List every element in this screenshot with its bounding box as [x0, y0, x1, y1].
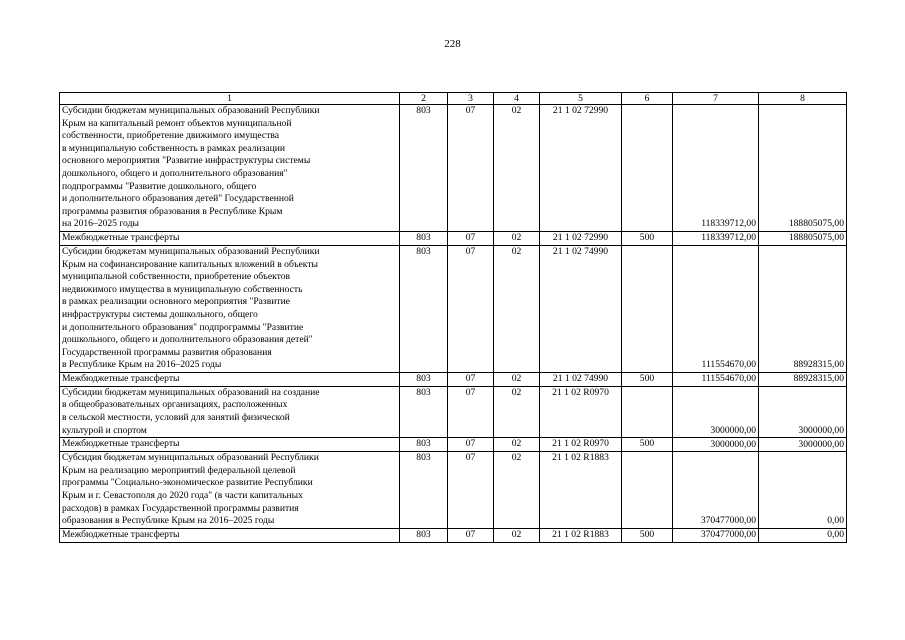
row-amount-year2: 0,00 — [759, 452, 847, 529]
row-expense-type: 500 — [622, 372, 673, 386]
row-subsection-code: 02 — [494, 105, 540, 232]
row-amount-year2: 88928315,00 — [759, 245, 847, 372]
row-target-code: 21 1 02 74990 — [540, 372, 622, 386]
row-amount-year1: 111554670,00 — [673, 245, 759, 372]
row-expense-type — [622, 105, 673, 232]
row-amount-year2: 3000000,00 — [759, 386, 847, 437]
header-cell: 6 — [622, 93, 673, 105]
row-ministry-code: 803 — [400, 372, 448, 386]
table-row — [60, 452, 847, 529]
row-amount-year1: 111554670,00 — [673, 372, 759, 386]
row-section-code: 07 — [448, 438, 494, 452]
row-amount-year1: 118339712,00 — [673, 231, 759, 245]
row-ministry-code: 803 — [400, 528, 448, 542]
table-row — [60, 528, 847, 542]
row-description: Межбюджетные трансферты — [60, 372, 400, 386]
header-cell: 2 — [400, 93, 448, 105]
row-subsection-code: 02 — [494, 372, 540, 386]
row-target-code: 21 1 02 R0970 — [540, 438, 622, 452]
row-target-code: 21 1 02 R1883 — [540, 528, 622, 542]
row-section-code: 07 — [448, 245, 494, 372]
row-amount-year1: 370477000,00 — [673, 528, 759, 542]
row-ministry-code: 803 — [400, 438, 448, 452]
budget-table — [59, 92, 847, 543]
row-subsection-code: 02 — [494, 231, 540, 245]
table-row — [60, 105, 847, 232]
header-cell: 7 — [673, 93, 759, 105]
row-description: Межбюджетные трансферты — [60, 528, 400, 542]
row-target-code: 21 1 02 74990 — [540, 245, 622, 372]
row-amount-year2: 188805075,00 — [759, 231, 847, 245]
row-subsection-code: 02 — [494, 245, 540, 372]
row-expense-type — [622, 386, 673, 437]
row-subsection-code: 02 — [494, 528, 540, 542]
header-cell: 4 — [494, 93, 540, 105]
row-amount-year2: 3000000,00 — [759, 438, 847, 452]
row-target-code: 21 1 02 R1883 — [540, 452, 622, 529]
row-target-code: 21 1 02 R0970 — [540, 386, 622, 437]
row-ministry-code: 803 — [400, 245, 448, 372]
row-amount-year1: 370477000,00 — [673, 452, 759, 529]
row-expense-type: 500 — [622, 231, 673, 245]
row-subsection-code: 02 — [494, 386, 540, 437]
table-row — [60, 372, 847, 386]
row-description: Субсидия бюджетам муниципальных образований Республики Крым на реализацию мероприятий федеральной целевой программы "Социально-экономическое развитие Республики Крым и г. Севастополя до 2020 года" (в части капитальных расходов) в рамках Государственной программы развития образования в Республике Крым на 2016–2025 годы — [60, 452, 400, 529]
row-target-code: 21 1 02 72990 — [540, 105, 622, 232]
row-amount-year2: 88928315,00 — [759, 372, 847, 386]
row-subsection-code: 02 — [494, 438, 540, 452]
header-cell: 3 — [448, 93, 494, 105]
table-header-row — [60, 93, 847, 105]
table-row — [60, 438, 847, 452]
row-section-code: 07 — [448, 372, 494, 386]
row-amount-year1: 3000000,00 — [673, 438, 759, 452]
row-ministry-code: 803 — [400, 386, 448, 437]
row-subsection-code: 02 — [494, 452, 540, 529]
header-cell: 5 — [540, 93, 622, 105]
row-expense-type: 500 — [622, 528, 673, 542]
row-expense-type — [622, 452, 673, 529]
row-amount-year2: 0,00 — [759, 528, 847, 542]
row-section-code: 07 — [448, 528, 494, 542]
row-section-code: 07 — [448, 105, 494, 232]
row-section-code: 07 — [448, 386, 494, 437]
row-description: Субсидии бюджетам муниципальных образований Республики Крым на софинансирование капитальных вложений в объекты муниципальной собственности, приобретение объектов недвижимого имущества в муниципальную собственность в рамках реализации основного мероприятия "Развитие инфраструктуры системы дошкольного, общего и дополнительного образования" подпрограммы "Развитие дошкольного, общего и дополнительного образования детей" Государственной программы развития образования в Республике Крым на 2016–2025 годы — [60, 245, 400, 372]
table-row — [60, 231, 847, 245]
header-cell: 1 — [60, 93, 400, 105]
table-row — [60, 386, 847, 437]
row-section-code: 07 — [448, 231, 494, 245]
row-ministry-code: 803 — [400, 231, 448, 245]
row-amount-year2: 188805075,00 — [759, 105, 847, 232]
row-section-code: 07 — [448, 452, 494, 529]
row-ministry-code: 803 — [400, 452, 448, 529]
row-expense-type — [622, 245, 673, 372]
row-expense-type: 500 — [622, 438, 673, 452]
row-ministry-code: 803 — [400, 105, 448, 232]
table-row — [60, 245, 847, 372]
row-description: Межбюджетные трансферты — [60, 438, 400, 452]
page-number: 228 — [444, 38, 461, 50]
row-description: Субсидии бюджетам муниципальных образований на создание в общеобразовательных организациях, расположенных в сельской местности, условий для занятий физической культурой и спортом — [60, 386, 400, 437]
header-cell: 8 — [759, 93, 847, 105]
row-amount-year1: 118339712,00 — [673, 105, 759, 232]
row-target-code: 21 1 02 72990 — [540, 231, 622, 245]
row-description: Межбюджетные трансферты — [60, 231, 400, 245]
row-description: Субсидии бюджетам муниципальных образований Республики Крым на капитальный ремонт объектов муниципальной собственности, приобретение движимого имущества в муниципальную собственность в рамках реализации основного мероприятия "Развитие инфраструктуры системы дошкольного, общего и дополнительного образования" подпрограммы "Развитие дошкольного, общего и дополнительного образования детей" Государственной программы развития образования в Республике Крым на 2016–2025 годы — [60, 105, 400, 232]
row-amount-year1: 3000000,00 — [673, 386, 759, 437]
